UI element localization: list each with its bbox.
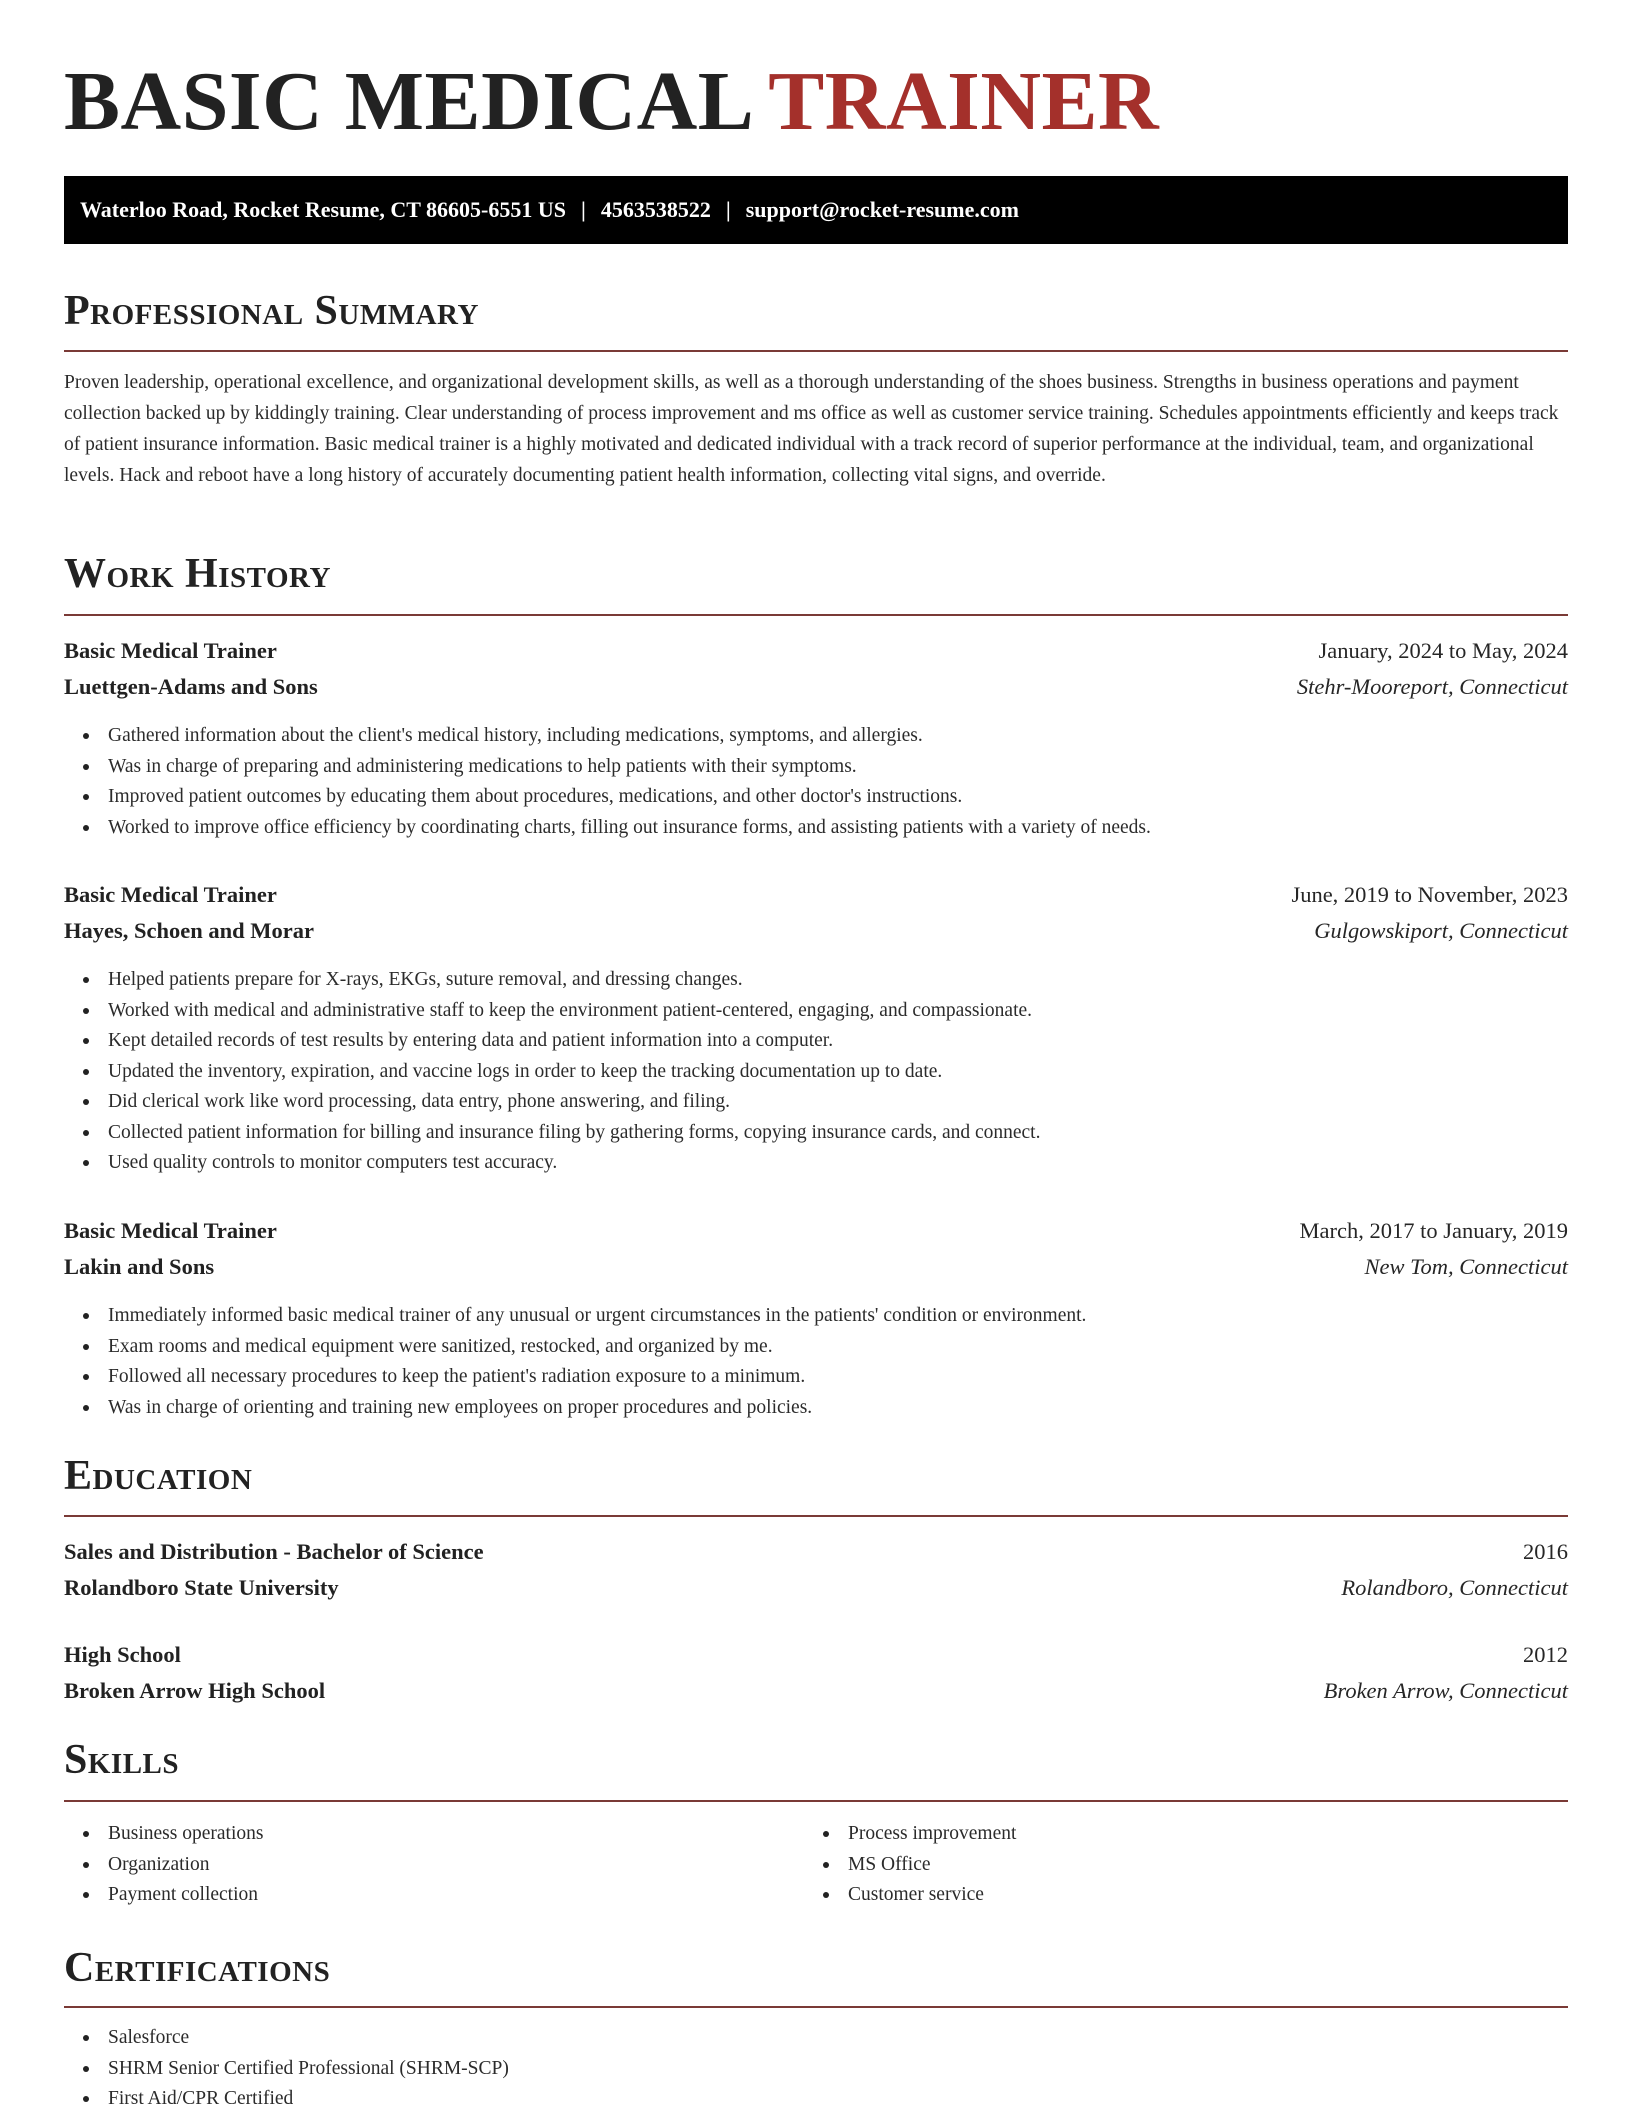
skill-item: Business operations (64, 1819, 1568, 1850)
job-bullet: Kept detailed records of test results by entering data and patient information into a computer. (64, 1026, 1568, 1057)
contact-separator: | (581, 197, 586, 222)
job-bullet: Was in charge of orienting and training new employees on proper procedures and policies. (64, 1393, 1568, 1424)
education-school-row (64, 1673, 1568, 1709)
job-bullet: Did clerical work like word processing, data entry, phone answering, and filing. (64, 1087, 1568, 1118)
job-bullet: Used quality controls to monitor computers test accuracy. (64, 1148, 1568, 1179)
contact-address: Waterloo Road, Rocket Resume, CT 86605-6551 US (80, 197, 567, 222)
education-school-row (64, 1570, 1568, 1606)
contact-phone[interactable]: 4563538522 (600, 197, 711, 222)
contact-email[interactable]: support@rocket-resume.com (745, 197, 1019, 222)
name-main: BASIC MEDICAL (64, 55, 755, 148)
job-entry (64, 633, 1568, 705)
education-school: Rolandboro State University (64, 1575, 339, 1600)
work-section-title-wrap (64, 549, 1568, 599)
job-company-row (64, 1249, 1568, 1285)
job-bullet: Was in charge of preparing and administering medications to help patients with their symptoms. (64, 752, 1568, 783)
job-bullet: Improved patient outcomes by educating them about procedures, medications, and other doctor's instructions. (64, 782, 1568, 813)
education-school: Broken Arrow High School (64, 1678, 326, 1703)
job-dates: January, 2024 to May, 2024 (1318, 638, 1568, 663)
job-company: Hayes, Schoen and Morar (64, 918, 314, 943)
job-bullet: Helped patients prepare for X-rays, EKGs, suture removal, and dressing changes. (64, 965, 1568, 996)
job-bullet: Collected patient information for billing and insurance filing by gathering forms, copying insurance cards, and connect. (64, 1118, 1568, 1149)
skills-list-right (804, 1819, 1632, 1911)
section-title-skills: Skills (64, 1737, 180, 1783)
job-bullet: Gathered information about the client's medical history, including medications, symptoms, and allergies. (64, 721, 1568, 752)
job-header-row (64, 633, 1568, 669)
job-bullet: Exam rooms and medical equipment were sanitized, restocked, and organized by me. (64, 1332, 1568, 1363)
job-location: Stehr-Mooreport, Connecticut (1296, 674, 1568, 699)
summary-text: Proven leadership, operational excellence, and organizational development skills, as well as a thorough understanding of the shoes business. Strengths in business operations and payment collection backed up by kiddingly training. Clear understanding of process improvement and ms office as well as customer service training. Schedules appointments efficiently and keeps track of patient insurance information. Basic medical trainer is a highly motivated and dedicated individual with a track record of superior performance at the individual, team, and organizational levels. Hack and reboot have a long history of accurately documenting patient health information, collecting vital signs, and override. (64, 372, 1559, 486)
job-dates: June, 2019 to November, 2023 (1291, 882, 1568, 907)
certification-item: Salesforce (64, 2023, 1568, 2054)
section-divider (64, 350, 1568, 352)
skills-section-title-wrap (64, 1735, 1568, 1785)
job-company-row (64, 669, 1568, 705)
job-bullet: Worked to improve office efficiency by coordinating charts, filling out insurance forms, and assisting patients with a variety of needs. (64, 813, 1568, 844)
resume-name (64, 52, 1159, 152)
skill-item: Organization (64, 1850, 1568, 1881)
section-divider (64, 1515, 1568, 1517)
education-degree: Sales and Distribution - Bachelor of Science (64, 1539, 484, 1564)
education-degree: High School (64, 1642, 181, 1667)
education-location: Rolandboro, Connecticut (1341, 1575, 1568, 1600)
job-company: Luettgen-Adams and Sons (64, 674, 318, 699)
job-company: Lakin and Sons (64, 1254, 215, 1279)
job-bullet: Worked with medical and administrative staff to keep the environment patient-centered, engaging, and compassionate. (64, 996, 1568, 1027)
job-location: New Tom, Connecticut (1364, 1254, 1568, 1279)
job-role: Basic Medical Trainer (64, 882, 277, 907)
job-bullet: Immediately informed basic medical trainer of any unusual or urgent circumstances in the patients' condition or environment. (64, 1301, 1568, 1332)
contact-bar (64, 176, 1568, 244)
certification-item: SHRM Senior Certified Professional (SHRM-SCP) (64, 2054, 1568, 2085)
skill-item: MS Office (804, 1850, 1632, 1881)
job-bullets (64, 965, 1568, 1179)
section-title-certifications: Certifications (64, 1945, 331, 1991)
skill-item: Process improvement (804, 1819, 1632, 1850)
job-dates: March, 2017 to January, 2019 (1299, 1218, 1568, 1243)
section-title-education: Education (64, 1453, 253, 1499)
education-header-row (64, 1637, 1568, 1673)
skill-item: Payment collection (64, 1880, 1568, 1911)
job-location: Gulgowskiport, Connecticut (1314, 918, 1568, 943)
section-divider (64, 614, 1568, 616)
education-entry (64, 1534, 1568, 1606)
education-section-title-wrap (64, 1451, 1568, 1501)
skill-item: Customer service (804, 1880, 1632, 1911)
job-entry (64, 877, 1568, 949)
job-header-row (64, 1213, 1568, 1249)
education-entry (64, 1637, 1568, 1709)
job-company-row (64, 913, 1568, 949)
job-role: Basic Medical Trainer (64, 638, 277, 663)
section-divider (64, 2006, 1568, 2008)
job-role: Basic Medical Trainer (64, 1218, 277, 1243)
certification-item: First Aid/CPR Certified (64, 2084, 1568, 2112)
job-bullets (64, 721, 1568, 843)
name-accent: TRAINER (768, 55, 1160, 148)
certifications-section-title-wrap (64, 1943, 1568, 1993)
certifications-list (64, 2023, 1568, 2112)
job-header-row (64, 877, 1568, 913)
section-title-summary: Professional Summary (64, 288, 479, 334)
summary-section-title-wrap (64, 286, 1568, 336)
contact-separator: | (725, 197, 731, 222)
section-divider (64, 1800, 1568, 1802)
education-header-row (64, 1534, 1568, 1570)
education-year: 2016 (1523, 1539, 1568, 1564)
job-bullets (64, 1301, 1568, 1423)
section-title-work: Work History (64, 551, 331, 597)
education-location: Broken Arrow, Connecticut (1323, 1678, 1568, 1703)
job-entry (64, 1213, 1568, 1285)
job-bullet: Updated the inventory, expiration, and vaccine logs in order to keep the tracking documentation up to date. (64, 1057, 1568, 1088)
job-bullet: Followed all necessary procedures to keep the patient's radiation exposure to a minimum. (64, 1362, 1568, 1393)
education-year: 2012 (1523, 1642, 1568, 1667)
